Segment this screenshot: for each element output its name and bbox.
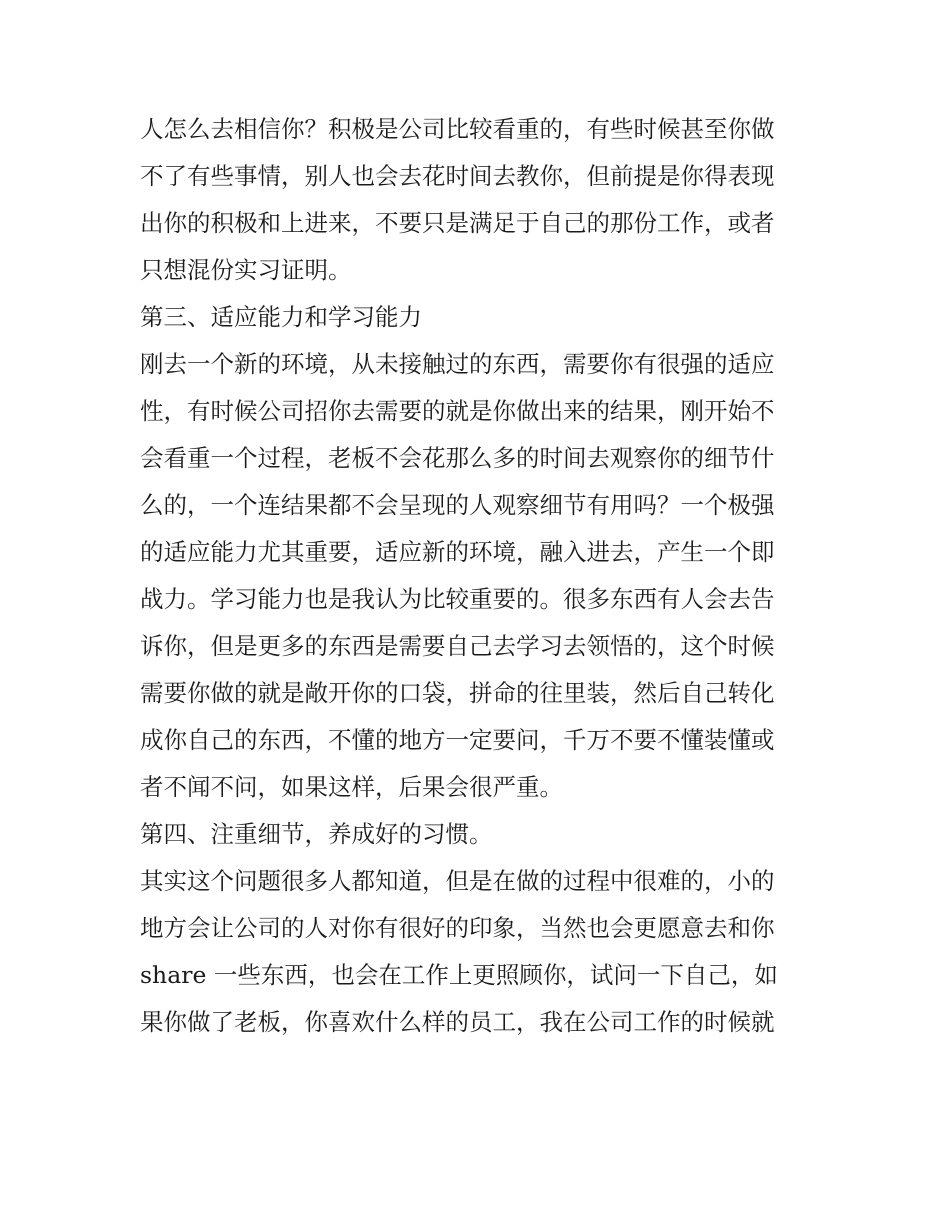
paragraph-line: 其实这个问题很多人都知道，但是在做的过程中很难的，小的 — [140, 867, 775, 895]
paragraph-line: 出你的积极和上进来，不要只是满足于自己的那份工作，或者 — [140, 209, 775, 237]
paragraph-line: 刚去一个新的环境，从未接触过的东西，需要你有很强的适应 — [140, 350, 775, 378]
paragraph-line: share 一些东西，也会在工作上更照顾你，试问一下自己，如 — [140, 961, 778, 989]
section-heading: 第四、注重细节，养成好的习惯。 — [140, 820, 493, 848]
paragraph-line: 果你做了老板，你喜欢什么样的员工，我在公司工作的时候就 — [140, 1008, 775, 1036]
paragraph-line: 诉你，但是更多的东西是需要自己去学习去领悟的，这个时候 — [140, 632, 775, 660]
paragraph-line: 的适应能力尤其重要，适应新的环境，融入进去，产生一个即 — [140, 538, 775, 566]
paragraph-line: 么的，一个连结果都不会呈现的人观察细节有用吗？一个极强 — [140, 491, 775, 519]
paragraph-line: 地方会让公司的人对你有很好的印象，当然也会更愿意去和你 — [140, 914, 775, 942]
paragraph-line: 人怎么去相信你？积极是公司比较看重的，有些时候甚至你做 — [140, 115, 775, 143]
paragraph-line: 只想混份实习证明。 — [140, 256, 352, 284]
paragraph-line: 成你自己的东西，不懂的地方一定要问，千万不要不懂装懂或 — [140, 726, 775, 754]
paragraph-line: 战力。学习能力也是我认为比较重要的。很多东西有人会去告 — [140, 585, 775, 613]
section-heading: 第三、适应能力和学习能力 — [140, 303, 422, 331]
paragraph-line: 会看重一个过程，老板不会花那么多的时间去观察你的细节什 — [140, 444, 775, 472]
paragraph-line: 需要你做的就是敞开你的口袋，拼命的往里装，然后自己转化 — [140, 679, 775, 707]
paragraph-line: 性，有时候公司招你去需要的就是你做出来的结果，刚开始不 — [140, 397, 775, 425]
paragraph-line: 不了有些事情，别人也会去花时间去教你，但前提是你得表现 — [140, 162, 775, 190]
paragraph-line: 者不闻不问，如果这样，后果会很严重。 — [140, 773, 563, 801]
document-body — [140, 106, 820, 1046]
